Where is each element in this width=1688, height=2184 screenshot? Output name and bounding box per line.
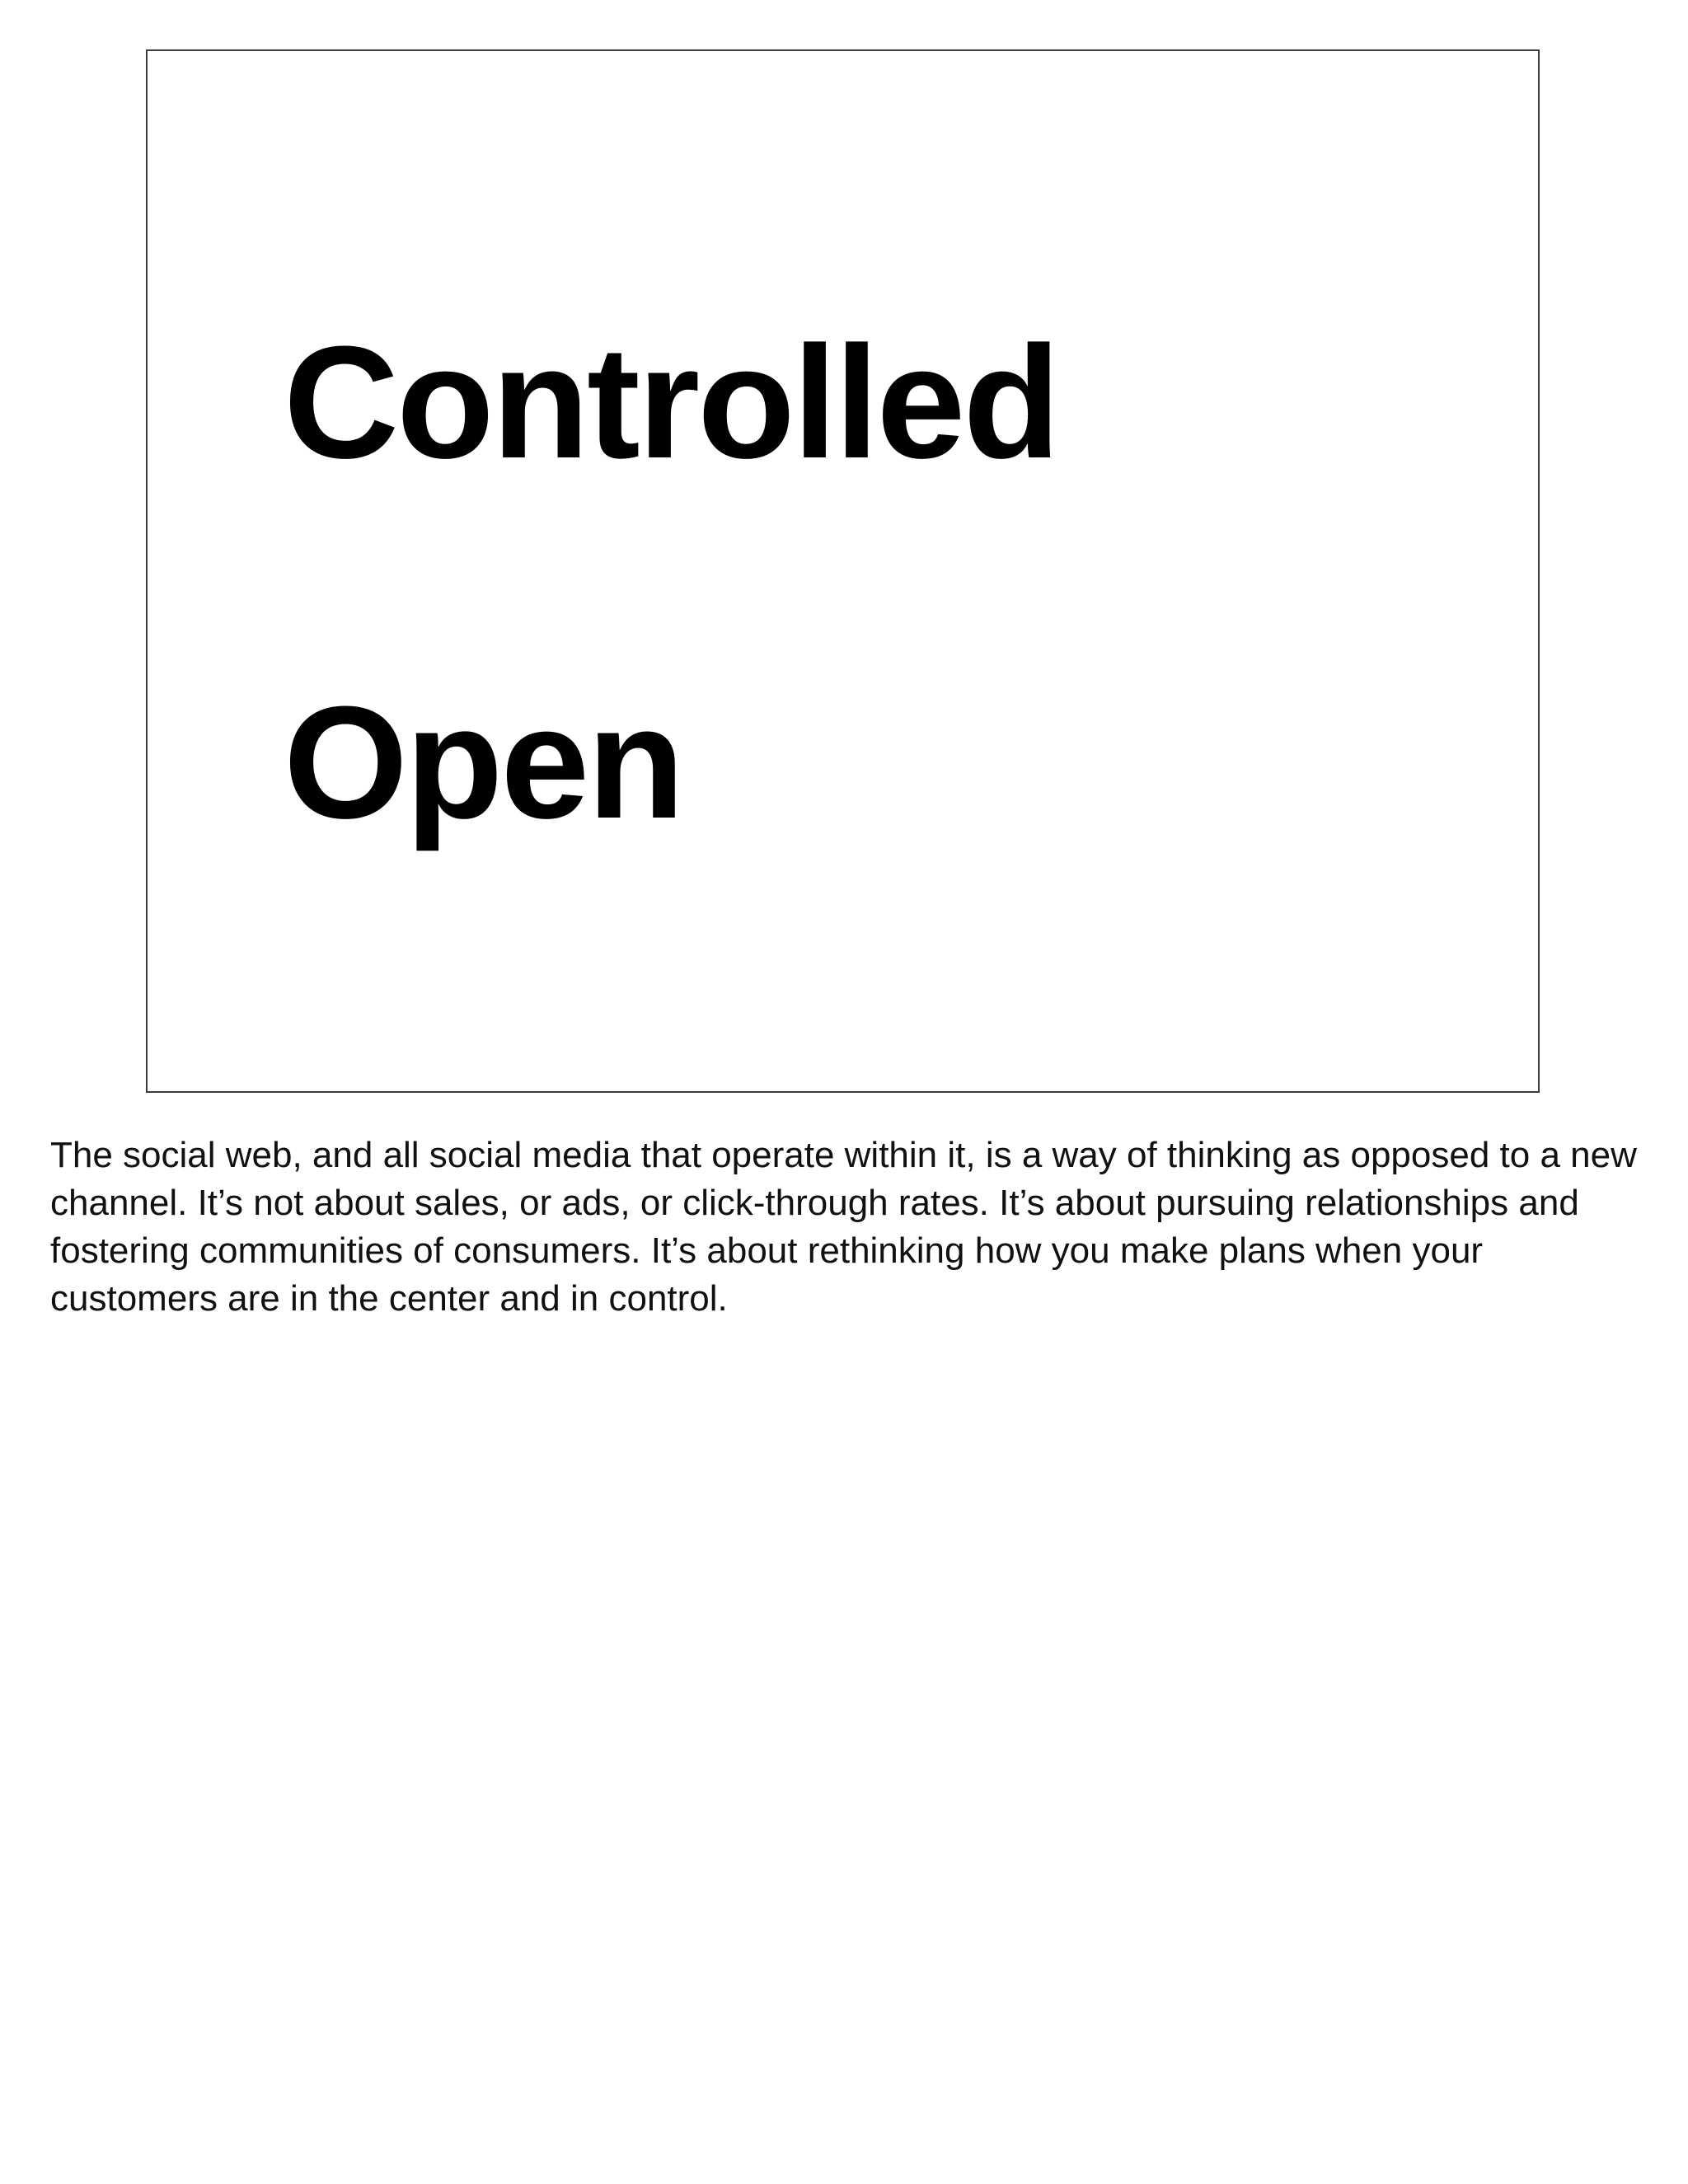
slide-title-controlled: Controlled (284, 313, 1058, 492)
slide-title-open: Open (284, 673, 682, 852)
speaker-notes: The social web, and all social media that operate within it, is a way of thinking as opposed to a new channel. It’s not about sales, or ads, or click-through rates. It’s about pursuing relationships and fostering communities of consumers. It’s about rethinking how you make plans when your customers are in the center and in control. (50, 1135, 1637, 1319)
slide-frame (146, 49, 1540, 1093)
